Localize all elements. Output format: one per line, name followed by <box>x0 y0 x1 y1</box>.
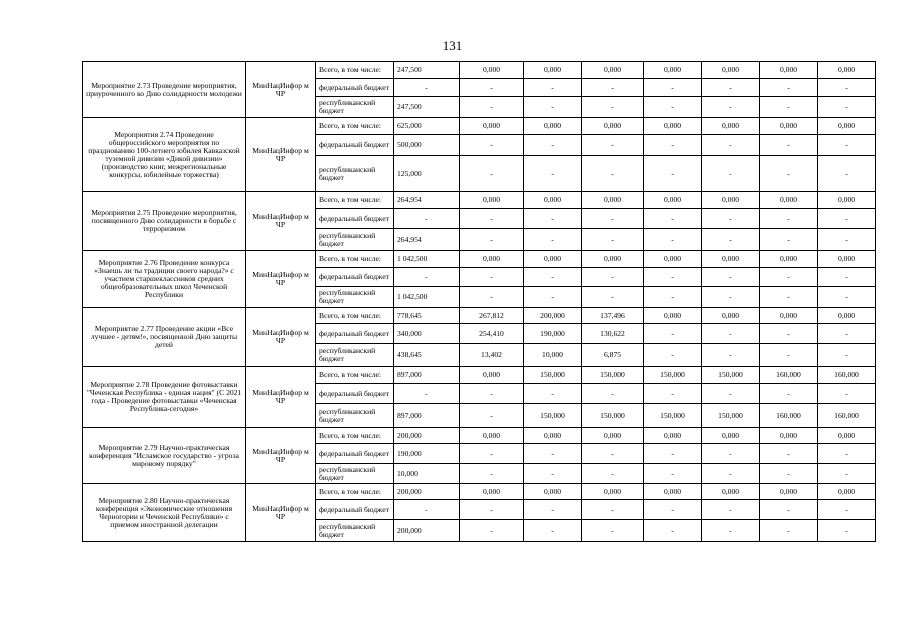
amount-cell: - <box>524 384 582 404</box>
event-title: Мероприятия 2.75 Проведение мероприятия, посвященного Дню солидарности в борьбе с терроризмом <box>83 192 246 251</box>
amount-cell: 0,000 <box>818 62 876 79</box>
amount-cell: 0,000 <box>760 251 818 268</box>
amount-cell: 0,000 <box>702 308 760 324</box>
amount-cell: 247,500 <box>394 97 460 118</box>
table-row <box>83 308 876 324</box>
amount-cell: - <box>460 500 524 520</box>
amount-cell: - <box>582 384 644 404</box>
funding-source: Всего, в том числе: <box>316 484 394 500</box>
amount-cell: 254,410 <box>460 324 524 344</box>
amount-cell: 897,000 <box>394 404 460 428</box>
amount-cell: 150,000 <box>582 367 644 384</box>
funding-source: Всего, в том числе: <box>316 308 394 324</box>
amount-cell: 0,000 <box>582 192 644 209</box>
amount-cell: 500,000 <box>394 135 460 156</box>
amount-cell: - <box>460 79 524 97</box>
funding-source: республиканский бюджет <box>316 229 394 251</box>
amount-cell: 0,000 <box>760 118 818 135</box>
amount-cell: 0,000 <box>582 251 644 268</box>
funding-source: федеральный бюджет <box>316 135 394 156</box>
amount-cell: 0,000 <box>582 484 644 500</box>
amount-cell: - <box>524 156 582 192</box>
amount-cell: 150,000 <box>702 404 760 428</box>
amount-cell: 0,000 <box>524 428 582 444</box>
amount-cell: 200,000 <box>524 308 582 324</box>
funding-source: республиканский бюджет <box>316 287 394 308</box>
amount-cell: 0,000 <box>524 484 582 500</box>
amount-cell: - <box>644 79 702 97</box>
amount-cell: - <box>644 344 702 367</box>
amount-cell: 0,000 <box>644 251 702 268</box>
amount-cell: - <box>760 324 818 344</box>
amount-cell: - <box>818 500 876 520</box>
amount-cell: - <box>702 97 760 118</box>
amount-cell: - <box>702 324 760 344</box>
event-title: Мероприятие 2.76 Проведение конкурса «Знаешь ли ты традиции своего народа?» с участием старшеклассников средних общеобразовательных школ Чеченской Республики <box>83 251 246 308</box>
amount-cell: - <box>760 268 818 287</box>
amount-cell: - <box>702 229 760 251</box>
amount-cell: 0,000 <box>644 484 702 500</box>
amount-cell: - <box>582 209 644 229</box>
table-row <box>83 251 876 268</box>
amount-cell: - <box>582 97 644 118</box>
amount-cell: - <box>644 324 702 344</box>
amount-cell: - <box>582 287 644 308</box>
event-executor: МинНацИнфор м ЧР <box>246 428 316 484</box>
amount-cell: - <box>460 404 524 428</box>
amount-cell: - <box>524 135 582 156</box>
amount-cell: - <box>394 79 460 97</box>
amount-cell: - <box>524 444 582 464</box>
amount-cell: 0,000 <box>582 118 644 135</box>
amount-cell: 1 042,500 <box>394 251 460 268</box>
amount-cell: - <box>644 268 702 287</box>
event-title: Мероприятие 2.73 Проведение мероприятия, приуроченного ко Дню солидарности молодежи <box>83 62 246 118</box>
amount-cell: - <box>644 229 702 251</box>
amount-cell: - <box>702 500 760 520</box>
amount-cell: - <box>644 500 702 520</box>
amount-cell: - <box>818 520 876 542</box>
amount-cell: - <box>394 384 460 404</box>
amount-cell: 0,000 <box>582 428 644 444</box>
funding-source: Всего, в том числе: <box>316 118 394 135</box>
funding-source: федеральный бюджет <box>316 324 394 344</box>
amount-cell: 247,500 <box>394 62 460 79</box>
amount-cell: - <box>644 156 702 192</box>
funding-source: федеральный бюджет <box>316 268 394 287</box>
amount-cell: 0,000 <box>644 192 702 209</box>
amount-cell: - <box>818 464 876 484</box>
table-row <box>83 367 876 384</box>
funding-source: федеральный бюджет <box>316 384 394 404</box>
amount-cell: - <box>460 268 524 287</box>
amount-cell: - <box>394 500 460 520</box>
funding-source: Всего, в том числе: <box>316 251 394 268</box>
amount-cell: - <box>760 464 818 484</box>
amount-cell: - <box>702 268 760 287</box>
amount-cell: 150,000 <box>702 367 760 384</box>
amount-cell: - <box>524 79 582 97</box>
funding-source: Всего, в том числе: <box>316 192 394 209</box>
amount-cell: - <box>702 344 760 367</box>
funding-source: Всего, в том числе: <box>316 428 394 444</box>
amount-cell: - <box>760 209 818 229</box>
amount-cell: 13,402 <box>460 344 524 367</box>
amount-cell: 264,954 <box>394 229 460 251</box>
amount-cell: - <box>818 268 876 287</box>
event-executor: МинНацИнфор м ЧР <box>246 484 316 542</box>
amount-cell: 0,000 <box>582 62 644 79</box>
amount-cell: - <box>702 520 760 542</box>
amount-cell: 0,000 <box>702 428 760 444</box>
amount-cell: - <box>460 287 524 308</box>
event-executor: МинНацИнфор м ЧР <box>246 62 316 118</box>
amount-cell: - <box>818 97 876 118</box>
funding-source: республиканский бюджет <box>316 520 394 542</box>
amount-cell: - <box>524 520 582 542</box>
event-title: Мероприятия 2.74 Проведение общероссийского мероприятия по празднованию 100-летнего юбилея Кавказской туземной дивизии «Дикой дивизии» (производство книг, межрегиональные конкурсы, юбилейные торжества) <box>83 118 246 192</box>
funding-source: республиканский бюджет <box>316 97 394 118</box>
amount-cell: 0,000 <box>760 62 818 79</box>
funding-source: федеральный бюджет <box>316 500 394 520</box>
amount-cell: - <box>760 344 818 367</box>
amount-cell: - <box>818 135 876 156</box>
amount-cell: - <box>644 97 702 118</box>
amount-cell: - <box>818 209 876 229</box>
amount-cell: 0,000 <box>524 118 582 135</box>
amount-cell: - <box>460 156 524 192</box>
amount-cell: - <box>702 287 760 308</box>
amount-cell: 0,000 <box>460 251 524 268</box>
funding-source: Всего, в том числе: <box>316 367 394 384</box>
amount-cell: - <box>818 79 876 97</box>
event-title: Мероприятие 2.79 Научно-практическая конференция "Исламское государство - угроза мировому порядку" <box>83 428 246 484</box>
amount-cell: - <box>702 156 760 192</box>
amount-cell: - <box>524 287 582 308</box>
event-title: Мероприятие 2.78 Проведение фотовыставки "Чеченская Республика - единая нация" (С 2021 года - Проведение фотовыставки «Чеченская Республика-сегодня» <box>83 367 246 428</box>
amount-cell: - <box>644 287 702 308</box>
amount-cell: 0,000 <box>644 62 702 79</box>
amount-cell: 0,000 <box>760 484 818 500</box>
amount-cell: - <box>460 384 524 404</box>
amount-cell: 0,000 <box>524 192 582 209</box>
amount-cell: - <box>644 384 702 404</box>
amount-cell: 0,000 <box>818 308 876 324</box>
amount-cell: - <box>818 444 876 464</box>
event-executor: МинНацИнфор м ЧР <box>246 308 316 367</box>
amount-cell: - <box>760 444 818 464</box>
amount-cell: 0,000 <box>702 251 760 268</box>
amount-cell: - <box>702 384 760 404</box>
amount-cell: 1 042,500 <box>394 287 460 308</box>
amount-cell: - <box>582 79 644 97</box>
table-row <box>83 428 876 444</box>
amount-cell: 0,000 <box>460 192 524 209</box>
amount-cell: 150,000 <box>524 367 582 384</box>
amount-cell: 0,000 <box>702 118 760 135</box>
funding-source: федеральный бюджет <box>316 79 394 97</box>
amount-cell: - <box>818 324 876 344</box>
amount-cell: - <box>702 444 760 464</box>
amount-cell: - <box>644 135 702 156</box>
amount-cell: - <box>394 268 460 287</box>
amount-cell: 6,875 <box>582 344 644 367</box>
amount-cell: - <box>818 229 876 251</box>
amount-cell: 130,622 <box>582 324 644 344</box>
funding-source: республиканский бюджет <box>316 464 394 484</box>
amount-cell: 0,000 <box>702 62 760 79</box>
amount-cell: - <box>460 444 524 464</box>
amount-cell: - <box>644 464 702 484</box>
amount-cell: 10,000 <box>524 344 582 367</box>
table-row <box>83 62 876 79</box>
amount-cell: - <box>582 135 644 156</box>
amount-cell: - <box>582 464 644 484</box>
table-row <box>83 484 876 500</box>
amount-cell: 0,000 <box>524 251 582 268</box>
amount-cell: - <box>760 135 818 156</box>
amount-cell: 137,496 <box>582 308 644 324</box>
amount-cell: - <box>760 287 818 308</box>
amount-cell: - <box>702 464 760 484</box>
event-title: Мероприятие 2.80 Научно-практическая конференция «Экономические отношения Черногории и Чеченской Республики» с приемом иностранной делегации <box>83 484 246 542</box>
amount-cell: - <box>760 384 818 404</box>
amount-cell: - <box>818 384 876 404</box>
amount-cell: - <box>460 229 524 251</box>
amount-cell: - <box>818 344 876 367</box>
amount-cell: - <box>760 156 818 192</box>
amount-cell: 0,000 <box>460 484 524 500</box>
funding-source: республиканский бюджет <box>316 156 394 192</box>
amount-cell: - <box>818 156 876 192</box>
amount-cell: 0,000 <box>460 62 524 79</box>
amount-cell: 0,000 <box>644 308 702 324</box>
amount-cell: - <box>460 464 524 484</box>
amount-cell: - <box>644 444 702 464</box>
amount-cell: - <box>760 97 818 118</box>
amount-cell: - <box>524 500 582 520</box>
amount-cell: - <box>644 520 702 542</box>
amount-cell: - <box>460 209 524 229</box>
amount-cell: 625,000 <box>394 118 460 135</box>
amount-cell: - <box>582 500 644 520</box>
budget-table-body <box>83 62 876 542</box>
amount-cell: - <box>582 444 644 464</box>
amount-cell: - <box>460 135 524 156</box>
amount-cell: 264,954 <box>394 192 460 209</box>
amount-cell: 0,000 <box>760 428 818 444</box>
amount-cell: 0,000 <box>818 428 876 444</box>
amount-cell: 438,645 <box>394 344 460 367</box>
amount-cell: 150,000 <box>644 404 702 428</box>
amount-cell: - <box>524 268 582 287</box>
amount-cell: 0,000 <box>818 118 876 135</box>
funding-source: республиканский бюджет <box>316 344 394 367</box>
funding-source: республиканский бюджет <box>316 404 394 428</box>
amount-cell: - <box>582 268 644 287</box>
amount-cell: 150,000 <box>524 404 582 428</box>
event-executor: МинНацИнфор м ЧР <box>246 192 316 251</box>
amount-cell: - <box>460 97 524 118</box>
amount-cell: 160,000 <box>818 404 876 428</box>
amount-cell: - <box>524 97 582 118</box>
amount-cell: - <box>582 156 644 192</box>
funding-source: федеральный бюджет <box>316 444 394 464</box>
page-number: 131 <box>442 38 463 53</box>
amount-cell: 0,000 <box>702 484 760 500</box>
amount-cell: 125,000 <box>394 156 460 192</box>
amount-cell: 0,000 <box>818 484 876 500</box>
amount-cell: 778,645 <box>394 308 460 324</box>
amount-cell: - <box>760 229 818 251</box>
amount-cell: - <box>702 209 760 229</box>
amount-cell: 0,000 <box>644 428 702 444</box>
amount-cell: 0,000 <box>460 428 524 444</box>
amount-cell: 150,000 <box>582 404 644 428</box>
amount-cell: - <box>524 229 582 251</box>
amount-cell: 0,000 <box>460 118 524 135</box>
table-row <box>83 118 876 135</box>
amount-cell: 160,000 <box>760 404 818 428</box>
amount-cell: - <box>818 287 876 308</box>
amount-cell: - <box>394 209 460 229</box>
amount-cell: 160,000 <box>760 367 818 384</box>
amount-cell: - <box>524 464 582 484</box>
table-row <box>83 192 876 209</box>
amount-cell: - <box>582 229 644 251</box>
amount-cell: 0,000 <box>702 192 760 209</box>
amount-cell: 267,812 <box>460 308 524 324</box>
amount-cell: 0,000 <box>760 192 818 209</box>
amount-cell: 200,000 <box>394 520 460 542</box>
amount-cell: 200,000 <box>394 428 460 444</box>
amount-cell: - <box>524 209 582 229</box>
event-title: Мероприятие 2.77 Проведение акции «Все лучшее - детям!», посвященной Дню защиты детей <box>83 308 246 367</box>
amount-cell: - <box>760 520 818 542</box>
amount-cell: 160,000 <box>818 367 876 384</box>
amount-cell: - <box>760 79 818 97</box>
amount-cell: 0,000 <box>460 367 524 384</box>
amount-cell: - <box>702 135 760 156</box>
amount-cell: 150,000 <box>644 367 702 384</box>
budget-table <box>82 61 876 542</box>
amount-cell: 0,000 <box>644 118 702 135</box>
amount-cell: 0,000 <box>818 251 876 268</box>
amount-cell: 0,000 <box>818 192 876 209</box>
amount-cell: 897,000 <box>394 367 460 384</box>
amount-cell: - <box>644 209 702 229</box>
funding-source: Всего, в том числе: <box>316 62 394 79</box>
amount-cell: 190,000 <box>394 444 460 464</box>
amount-cell: 190,000 <box>524 324 582 344</box>
amount-cell: - <box>760 500 818 520</box>
amount-cell: - <box>460 520 524 542</box>
amount-cell: 0,000 <box>760 308 818 324</box>
amount-cell: - <box>702 79 760 97</box>
event-executor: МинНацИнфор м ЧР <box>246 367 316 428</box>
funding-source: федеральный бюджет <box>316 209 394 229</box>
event-executor: МинНацИнфор м ЧР <box>246 118 316 192</box>
amount-cell: 340,000 <box>394 324 460 344</box>
amount-cell: 10,000 <box>394 464 460 484</box>
amount-cell: - <box>582 520 644 542</box>
event-executor: МинНацИнфор м ЧР <box>246 251 316 308</box>
amount-cell: 200,000 <box>394 484 460 500</box>
amount-cell: 0,000 <box>524 62 582 79</box>
